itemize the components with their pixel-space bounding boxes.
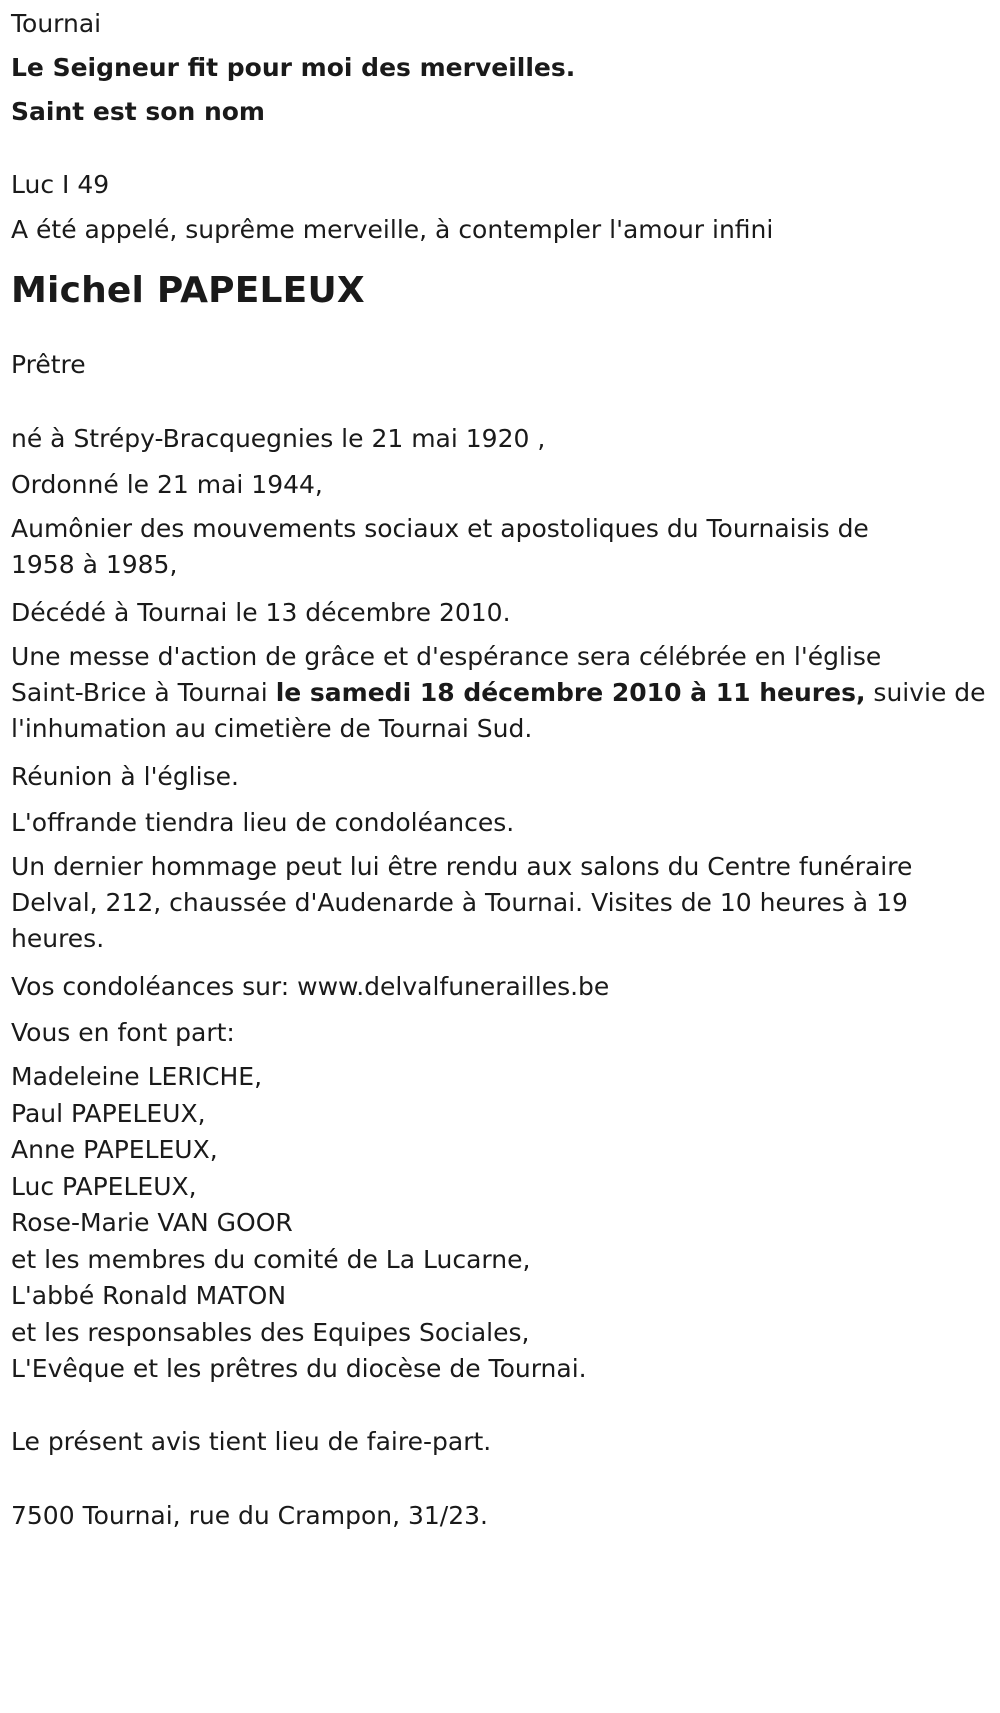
announcer-name: et les membres du comité de La Lucarne, <box>11 1244 531 1274</box>
announcer-name: L'abbé Ronald MATON <box>11 1281 287 1310</box>
ceremony-line-2 <box>11 675 991 711</box>
visitation-line-3: heures. <box>11 924 105 953</box>
deceased-role: Prêtre <box>11 350 86 379</box>
deceased-name: Michel PAPELEUX <box>11 270 365 311</box>
intro-sentence: A été appelé, suprême merveille, à contempler l'amour infini <box>11 215 774 244</box>
ceremony-location: Saint-Brice à Tournai <box>11 678 276 707</box>
announcer-name: Luc PAPELEUX, <box>11 1171 197 1201</box>
chaplain-paragraph <box>11 511 991 583</box>
meeting-info: Réunion à l'église. <box>11 762 239 791</box>
ceremony-date-time: le samedi 18 décembre 2010 à 11 heures, <box>275 678 866 707</box>
ceremony-line-3: l'inhumation au cimetière de Tournai Sud. <box>11 714 533 743</box>
chaplain-line-1: Aumônier des mouvements sociaux et apostoliques du Tournaisis de <box>11 514 869 543</box>
ordination-info: Ordonné le 21 mai 1944, <box>11 470 323 499</box>
announcer-name: et les responsables des Equipes Sociales, <box>11 1317 530 1347</box>
verse-line-1: Le Seigneur fit pour moi des merveilles. <box>11 53 576 82</box>
death-info: Décédé à Tournai le 13 décembre 2010. <box>11 598 511 627</box>
announcer-name: Rose-Marie VAN GOOR <box>11 1208 293 1237</box>
announcer-name: L'Evêque et les prêtres du diocèse de Tournai. <box>11 1354 587 1383</box>
ceremony-paragraph <box>11 639 991 747</box>
announcer-name: Paul PAPELEUX, <box>11 1098 206 1128</box>
notice-statement: Le présent avis tient lieu de faire-part. <box>11 1426 492 1456</box>
ceremony-continuation: suivie de <box>865 678 986 707</box>
offering-info: L'offrande tiendra lieu de condoléances. <box>11 808 515 837</box>
announcers-intro: Vous en font part: <box>11 1018 235 1047</box>
visitation-line-2: Delval, 212, chaussée d'Audenarde à Tournai. Visites de 10 heures à 19 <box>11 888 908 917</box>
announcer-name: Anne PAPELEUX, <box>11 1135 218 1164</box>
announcers-list <box>11 1059 1000 1388</box>
visitation-paragraph <box>11 849 991 957</box>
condolences-website: Vos condoléances sur: www.delvalfunerailles.be <box>11 972 610 1001</box>
chaplain-line-2: 1958 à 1985, <box>11 550 178 579</box>
ceremony-line-1: Une messe d'action de grâce et d'espérance sera célébrée en l'église <box>11 642 882 671</box>
announcer-name: Madeleine LERICHE, <box>11 1062 263 1091</box>
verse-reference: Luc I 49 <box>11 170 110 199</box>
family-address: 7500 Tournai, rue du Crampon, 31/23. <box>11 1500 488 1530</box>
place-name: Tournai <box>11 9 102 38</box>
verse-line-2: Saint est son nom <box>11 97 265 126</box>
birth-info: né à Strépy-Bracquegnies le 21 mai 1920 , <box>11 424 546 453</box>
visitation-line-1: Un dernier hommage peut lui être rendu aux salons du Centre funéraire <box>11 852 913 881</box>
